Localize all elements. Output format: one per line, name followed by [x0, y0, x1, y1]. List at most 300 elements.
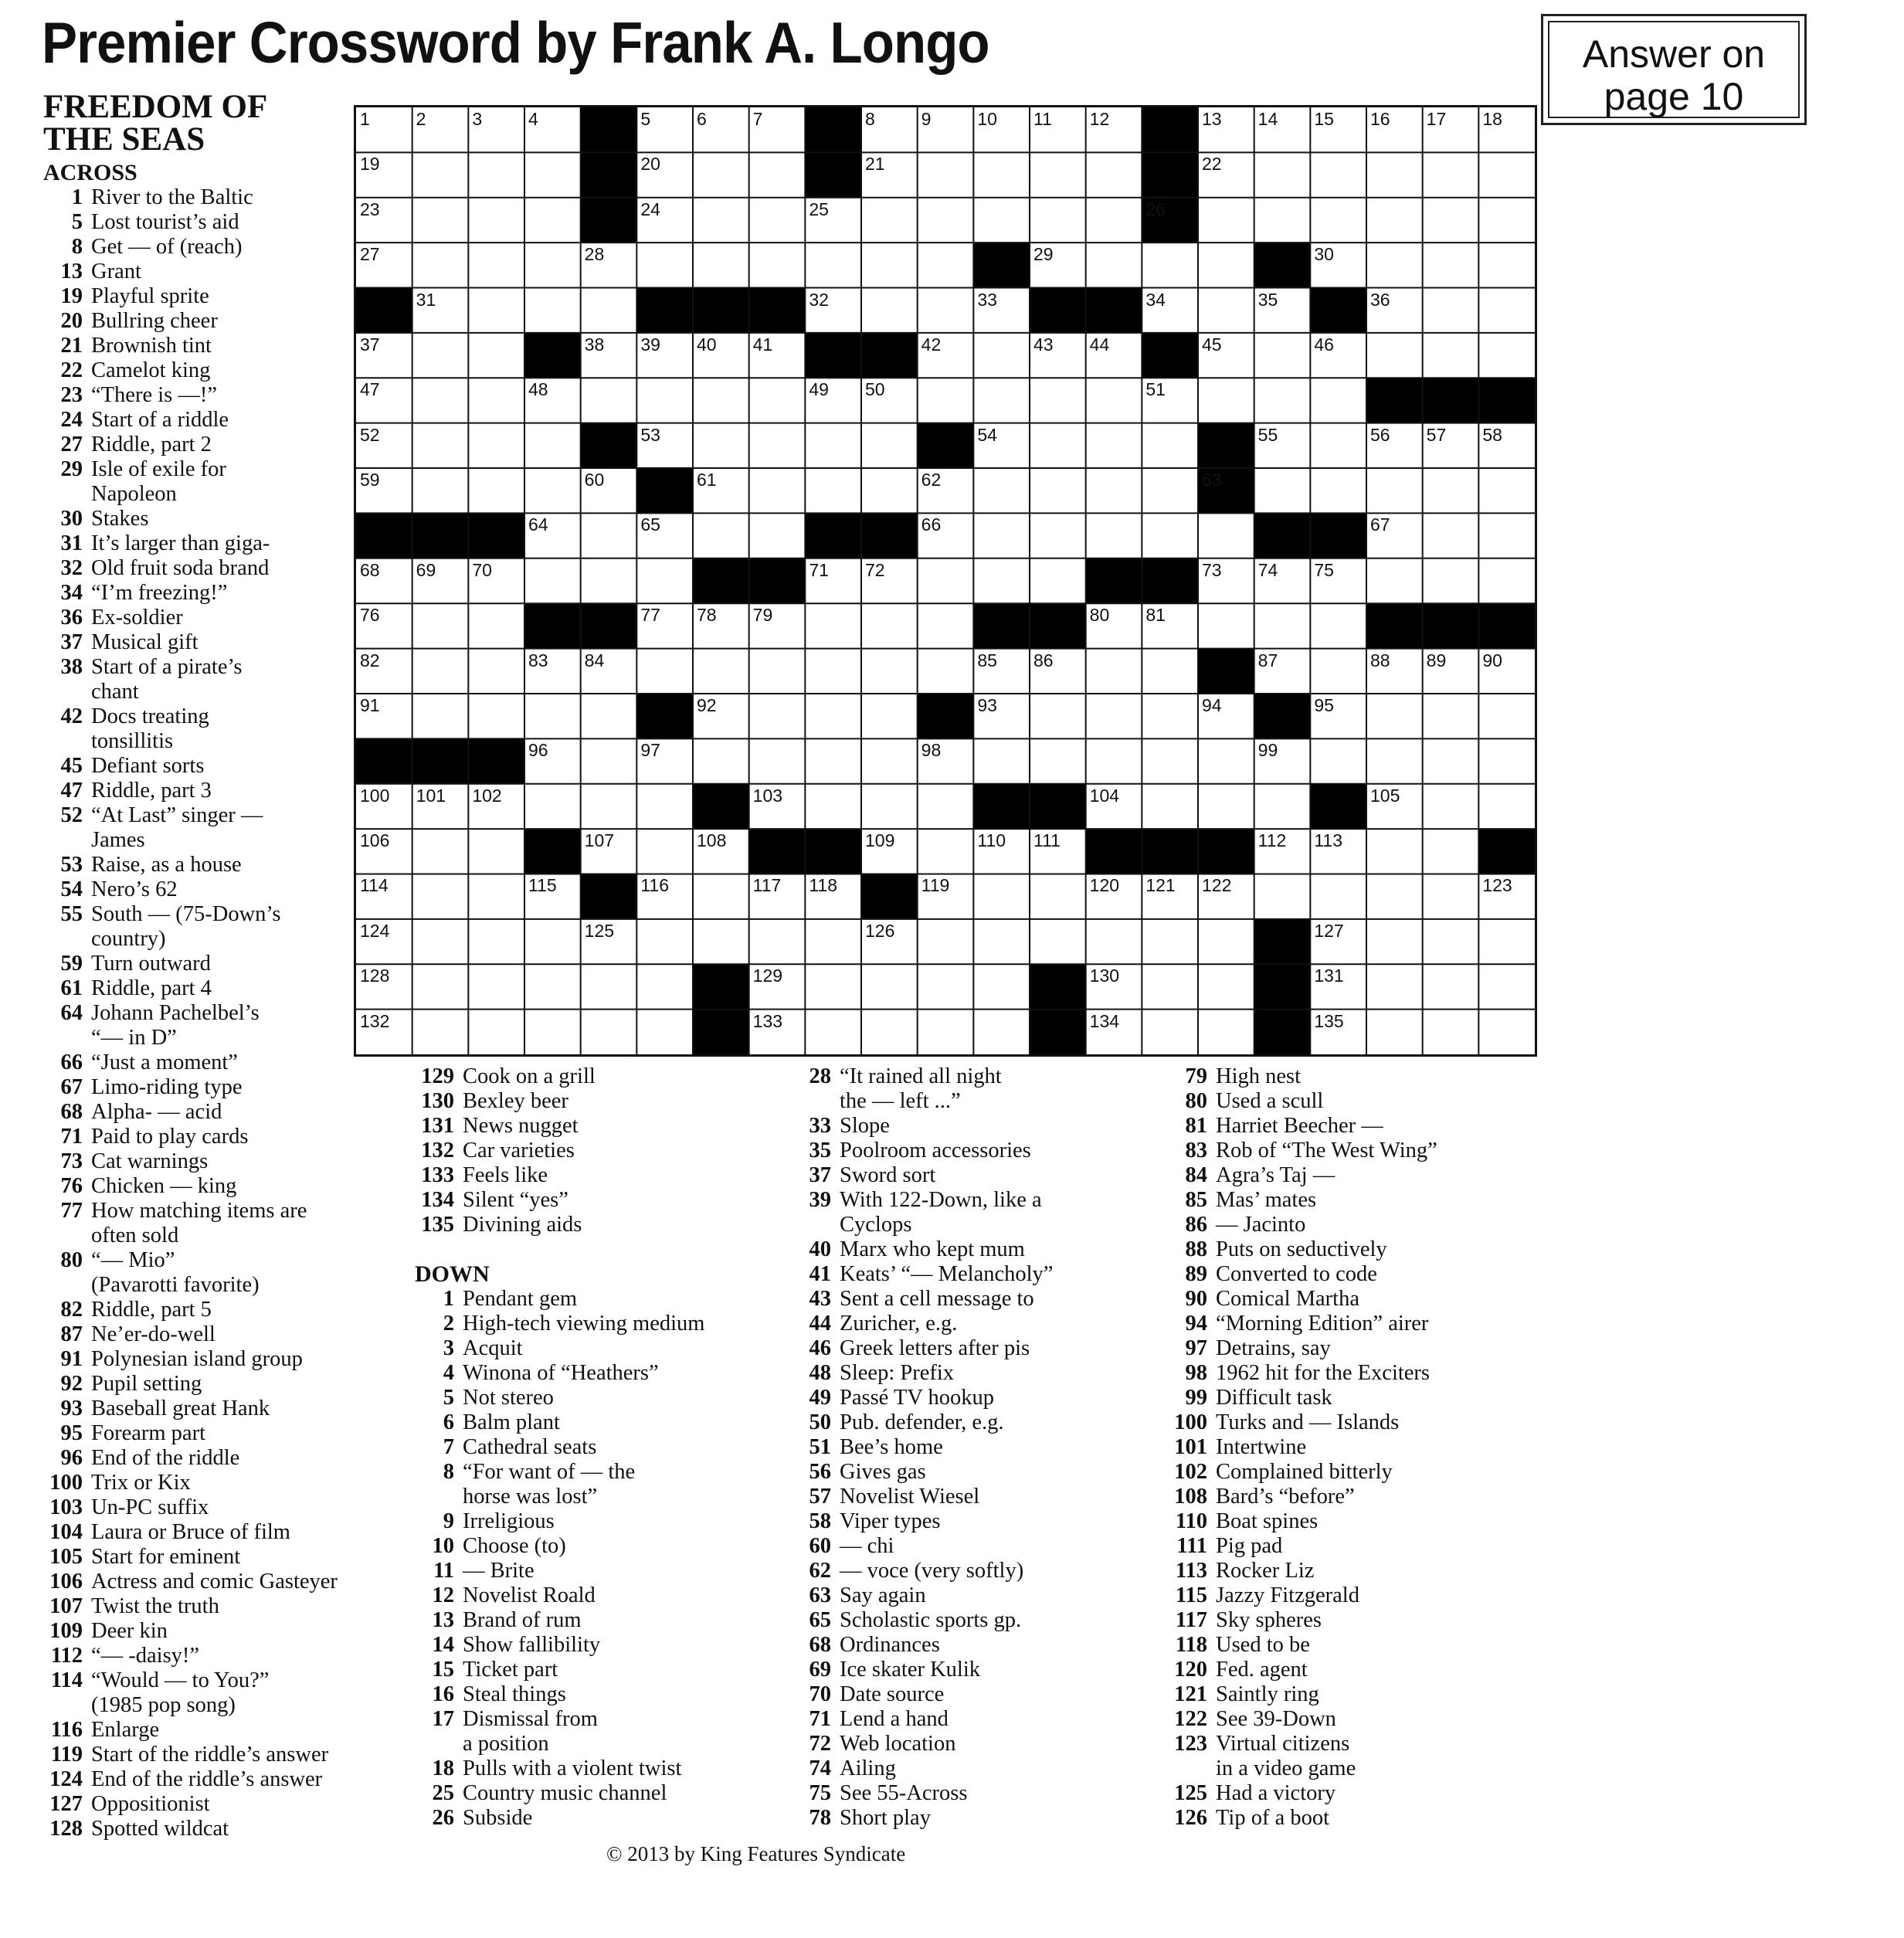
clue-text: Napoleon — [91, 482, 177, 506]
clue-text: Cathedral seats — [463, 1435, 597, 1459]
black-square — [749, 829, 806, 874]
clue-number: 68 — [60, 1100, 83, 1124]
clue-text: Silent “yes” — [463, 1188, 568, 1212]
clue-text: Comical Martha — [1216, 1287, 1359, 1311]
clue-number: 1 — [443, 1287, 454, 1311]
clue-number: 40 — [809, 1237, 831, 1261]
copyright: © 2013 by King Features Syndicate — [606, 1842, 906, 1865]
clue-text: Start of a pirate’s — [91, 655, 243, 679]
clue-text: Ne’er-do-well — [91, 1322, 216, 1346]
cell-number: 58 — [1482, 424, 1502, 445]
clue-text: Pig pad — [1216, 1534, 1283, 1558]
clue-item — [1168, 1806, 1531, 1831]
clue-text: Choose (to) — [463, 1534, 566, 1558]
clue-text: Limo-riding type — [91, 1075, 243, 1099]
cell-number: 84 — [584, 650, 605, 670]
clue-text: Sleep: Prefix — [840, 1361, 955, 1385]
clue-item — [415, 1064, 778, 1089]
clue-item — [43, 1199, 406, 1224]
clue-item — [43, 1322, 406, 1347]
clue-number: 94 — [1185, 1312, 1207, 1336]
clue-item — [792, 1682, 1162, 1707]
clue-text: High-tech viewing medium — [463, 1312, 705, 1336]
black-square — [1366, 378, 1423, 423]
black-square — [973, 603, 1030, 649]
black-square — [524, 829, 581, 874]
black-square — [1254, 919, 1311, 965]
clue-text: Pendant gem — [463, 1287, 578, 1311]
cell-number: 2 — [416, 109, 426, 129]
clue-text: Start of a riddle — [91, 408, 229, 432]
clue-item — [43, 1421, 406, 1446]
black-square — [1478, 378, 1535, 423]
clue-number: 21 — [60, 334, 83, 358]
clue-text: Bullring cheer — [91, 309, 218, 333]
clue-text: See 39-Down — [1216, 1707, 1336, 1731]
clue-item — [792, 1262, 1162, 1287]
clue-item — [792, 1188, 1162, 1213]
clue-text: Boat spines — [1216, 1509, 1319, 1533]
clue-item — [43, 976, 406, 1001]
clue-text: Docs treating — [91, 704, 209, 728]
clue-item — [415, 1806, 778, 1831]
clue-text: in a video game — [1216, 1756, 1356, 1780]
black-square — [805, 107, 861, 153]
clue-number: 77 — [60, 1199, 83, 1223]
clue-number: 45 — [60, 754, 83, 778]
cell-number: 3 — [472, 109, 483, 129]
clue-number: 19 — [60, 284, 83, 308]
cell-number: 94 — [1202, 694, 1222, 715]
cell-number: 110 — [977, 830, 1006, 851]
clues-column-3 — [792, 1064, 1162, 1831]
cell-number: 77 — [640, 605, 660, 626]
clue-item — [1168, 1064, 1531, 1089]
cell-number: 64 — [528, 514, 548, 535]
clue-text: News nugget — [463, 1114, 579, 1138]
clue-text: Musical gift — [91, 630, 199, 654]
black-square — [581, 874, 637, 919]
cell-number: 83 — [528, 650, 548, 670]
black-square — [1086, 288, 1142, 334]
clue-item — [415, 1509, 778, 1534]
clue-item — [415, 1460, 778, 1485]
clue-item — [43, 630, 406, 655]
black-square — [1030, 964, 1086, 1010]
cell-number: 26 — [1145, 199, 1166, 219]
clue-item — [1168, 1732, 1531, 1756]
clue-item — [43, 1149, 406, 1174]
cell-number: 101 — [416, 785, 446, 806]
cell-number: 37 — [360, 334, 380, 355]
black-square — [1254, 964, 1311, 1010]
clue-number: 104 — [49, 1520, 83, 1544]
cell-number: 6 — [697, 109, 707, 129]
clue-text: Not stereo — [463, 1386, 554, 1410]
clue-text: Stakes — [91, 507, 149, 531]
clue-number: 90 — [1185, 1287, 1207, 1311]
clue-text: Marx who kept mum — [840, 1237, 1025, 1261]
cell-number: 100 — [360, 785, 390, 806]
clue-text: Date source — [840, 1682, 945, 1706]
clue-text: South — (75-Down’s — [91, 902, 281, 926]
clue-number: 129 — [421, 1064, 454, 1088]
black-square — [805, 333, 861, 378]
clue-number: 27 — [60, 433, 83, 456]
clue-item — [43, 1767, 406, 1792]
clue-text: Complained bitterly — [1216, 1460, 1393, 1484]
clue-number: 79 — [1185, 1064, 1207, 1088]
clue-number: 59 — [60, 952, 83, 976]
clue-number: 49 — [809, 1386, 831, 1410]
clue-text: Saintly ring — [1216, 1682, 1319, 1706]
clue-item — [792, 1287, 1162, 1312]
clue-number: 63 — [809, 1583, 831, 1607]
cell-number: 107 — [584, 830, 615, 851]
cell-number: 113 — [1314, 830, 1342, 851]
cell-number: 128 — [360, 966, 390, 986]
black-square — [1142, 333, 1198, 378]
clue-item — [1168, 1213, 1531, 1237]
clue-item — [43, 482, 406, 507]
black-square — [468, 738, 524, 784]
clue-text: Bexley beer — [463, 1089, 568, 1113]
clue-item — [1168, 1336, 1531, 1361]
clue-number: 61 — [60, 976, 83, 1000]
cell-number: 29 — [1033, 244, 1054, 265]
clue-text: End of the riddle’s answer — [91, 1767, 323, 1791]
clue-item — [43, 433, 406, 457]
clue-item — [415, 1608, 778, 1633]
clue-item — [1168, 1682, 1531, 1707]
clue-number: 57 — [809, 1485, 831, 1509]
clue-number — [415, 1485, 463, 1509]
cell-number: 55 — [1257, 424, 1278, 445]
clue-item — [415, 1114, 778, 1139]
clue-item — [43, 1075, 406, 1100]
clue-text: (1985 pop song) — [91, 1693, 236, 1717]
clue-number: 87 — [60, 1322, 83, 1346]
clue-text: “I’m freezing!” — [91, 581, 228, 605]
clue-item — [43, 729, 406, 754]
black-square — [1423, 378, 1479, 423]
clue-text: Winona of “Heathers” — [463, 1361, 659, 1385]
down-clue-list-3 — [1168, 1064, 1531, 1831]
black-square — [805, 513, 861, 558]
clue-item — [1168, 1386, 1531, 1410]
clue-item — [1168, 1633, 1531, 1658]
clue-text: Zuricher, e.g. — [840, 1312, 958, 1336]
clue-item — [43, 1372, 406, 1397]
down-heading: DOWN — [415, 1261, 490, 1287]
clue-item — [415, 1732, 778, 1756]
black-square — [1030, 603, 1086, 649]
clue-number: 70 — [809, 1682, 831, 1706]
cell-number: 97 — [640, 740, 660, 761]
clue-text: Cyclops — [840, 1213, 912, 1237]
clue-text: Riddle, part 4 — [91, 976, 212, 1000]
clue-number: 37 — [809, 1163, 831, 1187]
cell-number: 15 — [1314, 109, 1334, 129]
cell-number: 18 — [1482, 109, 1502, 129]
cell-number: 102 — [472, 785, 502, 806]
clue-item — [43, 1174, 406, 1199]
clue-text: Cat warnings — [91, 1149, 209, 1173]
black-square — [636, 288, 693, 334]
clue-number: 96 — [60, 1446, 83, 1470]
cell-number: 46 — [1314, 334, 1334, 355]
clue-item — [43, 408, 406, 433]
clue-text: “— -daisy!” — [91, 1644, 200, 1668]
cell-number: 8 — [865, 109, 875, 129]
clue-text: Lend a hand — [840, 1707, 949, 1731]
cell-number: 123 — [1482, 875, 1512, 896]
clue-item — [43, 1668, 406, 1693]
clue-text: “— in D” — [91, 1026, 177, 1050]
clue-number — [1168, 1756, 1216, 1781]
clue-text: “For want of — the — [463, 1460, 636, 1484]
clue-number: 9 — [443, 1509, 454, 1533]
cell-number: 28 — [584, 244, 605, 265]
clue-text: Laura or Bruce of film — [91, 1520, 290, 1544]
clue-text: country) — [91, 927, 166, 951]
clue-item — [43, 606, 406, 630]
clue-number: 69 — [809, 1658, 831, 1682]
clue-item — [415, 1089, 778, 1114]
clue-item — [43, 1397, 406, 1421]
clue-number: 15 — [432, 1658, 454, 1682]
cell-number: 85 — [977, 650, 997, 670]
clue-item — [43, 1471, 406, 1495]
clue-number — [43, 680, 91, 704]
clue-text: Actress and comic Gasteyer — [91, 1570, 338, 1594]
clue-number: 30 — [60, 507, 83, 531]
clue-text: Web location — [840, 1732, 956, 1756]
clue-text: Agra’s Taj — — [1216, 1163, 1336, 1187]
clue-text: a position — [463, 1732, 549, 1756]
clue-number: 50 — [809, 1410, 831, 1434]
clue-item — [43, 1693, 406, 1718]
clue-number: 72 — [809, 1732, 831, 1756]
cell-number: 91 — [360, 694, 380, 715]
clue-text: Chicken — king — [91, 1174, 237, 1198]
black-square — [412, 513, 469, 558]
clue-text: Ticket part — [463, 1658, 558, 1682]
cell-number: 51 — [1145, 379, 1166, 400]
clue-item — [1168, 1460, 1531, 1485]
clue-item — [415, 1559, 778, 1583]
clue-number: 1 — [71, 185, 83, 209]
clue-item — [792, 1435, 1162, 1460]
clue-number: 114 — [50, 1668, 83, 1692]
clue-text: Defiant sorts — [91, 754, 205, 778]
cell-number: 25 — [809, 199, 829, 219]
clue-item — [415, 1658, 778, 1682]
clue-item — [43, 1298, 406, 1322]
clue-text: horse was lost” — [463, 1485, 598, 1509]
cell-number: 9 — [921, 109, 932, 129]
clue-number: 58 — [809, 1509, 831, 1533]
cell-number: 59 — [360, 470, 380, 490]
clue-number: 24 — [60, 408, 83, 432]
black-square — [693, 558, 749, 604]
clue-number: 25 — [432, 1781, 454, 1805]
cell-number: 80 — [1089, 605, 1110, 626]
clue-number: 91 — [60, 1347, 83, 1371]
clue-number: 37 — [60, 630, 83, 654]
clue-item — [792, 1361, 1162, 1386]
cell-number: 30 — [1314, 244, 1334, 265]
clue-text: — chi — [840, 1534, 894, 1558]
clue-number: 54 — [60, 877, 83, 901]
cell-number: 40 — [697, 334, 717, 355]
clue-item — [43, 531, 406, 556]
clue-number: 86 — [1185, 1213, 1207, 1237]
cell-number: 132 — [360, 1010, 390, 1031]
clue-item — [43, 1570, 406, 1594]
clue-number: 60 — [809, 1534, 831, 1558]
clue-item — [43, 952, 406, 976]
clue-item — [1168, 1237, 1531, 1262]
clue-number: 134 — [421, 1188, 454, 1212]
clue-number: 20 — [60, 309, 83, 333]
clue-text: River to the Baltic — [91, 185, 253, 209]
clue-text: Mas’ mates — [1216, 1188, 1317, 1212]
clue-text: Detrains, say — [1216, 1336, 1331, 1360]
clues-column-4 — [1168, 1064, 1531, 1831]
clue-item — [43, 927, 406, 952]
clue-item — [43, 1792, 406, 1817]
clue-text: Keats’ “— Melancholy” — [840, 1262, 1054, 1286]
clue-number: 26 — [432, 1806, 454, 1830]
clue-text: Puts on seductively — [1216, 1237, 1387, 1261]
clue-item — [43, 1100, 406, 1125]
cell-number: 23 — [360, 199, 380, 219]
clue-text: Passé TV hookup — [840, 1386, 995, 1410]
black-square — [1254, 513, 1311, 558]
clue-number: 80 — [60, 1248, 83, 1272]
cell-number: 109 — [865, 830, 895, 851]
clue-item — [43, 334, 406, 358]
clue-text: Poolroom accessories — [840, 1139, 1031, 1162]
cell-number: 86 — [1033, 650, 1054, 670]
clue-number: 97 — [1185, 1336, 1207, 1360]
black-square — [1198, 829, 1254, 874]
clue-item — [792, 1559, 1162, 1583]
clue-number: 18 — [432, 1756, 454, 1780]
clue-item — [415, 1163, 778, 1188]
cell-number: 108 — [697, 830, 727, 851]
clue-number — [43, 1693, 91, 1718]
clue-item — [415, 1188, 778, 1213]
cell-number: 49 — [809, 379, 829, 400]
black-square — [1142, 152, 1198, 198]
clue-number: 131 — [421, 1114, 454, 1138]
clue-number: 48 — [809, 1361, 831, 1385]
clues-column-2 — [415, 1064, 778, 1831]
clue-item — [415, 1633, 778, 1658]
clue-number: 130 — [421, 1089, 454, 1113]
clue-number: 103 — [49, 1495, 83, 1519]
clue-number: 106 — [49, 1570, 83, 1594]
clue-number: 35 — [809, 1139, 831, 1162]
cell-number: 126 — [865, 920, 895, 941]
grid-lines — [356, 107, 1535, 1054]
black-square — [693, 1010, 749, 1054]
cell-number: 130 — [1089, 966, 1120, 986]
clue-number: 74 — [809, 1756, 831, 1780]
clue-item — [792, 1139, 1162, 1163]
clue-number: 76 — [60, 1174, 83, 1198]
clue-item — [415, 1435, 778, 1460]
black-square — [1254, 1010, 1311, 1054]
cell-number: 50 — [865, 379, 885, 400]
cell-number: 69 — [416, 559, 436, 580]
cell-number: 96 — [528, 740, 548, 761]
clue-item — [43, 1050, 406, 1075]
clue-item — [43, 1001, 406, 1026]
clue-number: 39 — [809, 1188, 831, 1212]
black-square — [1198, 649, 1254, 694]
clue-item — [415, 1287, 778, 1312]
clue-number: 4 — [443, 1361, 454, 1385]
clue-number: 67 — [60, 1075, 83, 1099]
clue-number: 68 — [809, 1633, 831, 1657]
crossword-grid[interactable] — [354, 105, 1537, 1057]
clue-item — [43, 1520, 406, 1545]
clue-number: 38 — [60, 655, 83, 679]
clue-number: 127 — [49, 1792, 83, 1816]
black-square — [693, 288, 749, 334]
clue-text: Used a scull — [1216, 1089, 1324, 1113]
cell-number: 33 — [977, 289, 997, 310]
clue-item — [43, 853, 406, 877]
black-square — [1086, 558, 1142, 604]
clue-item — [1168, 1410, 1531, 1435]
cell-number: 22 — [1202, 154, 1222, 175]
clue-text: Johann Pachelbel’s — [91, 1001, 260, 1025]
clue-text: Short play — [840, 1806, 931, 1830]
clue-number: 80 — [1185, 1089, 1207, 1113]
cell-number: 35 — [1257, 289, 1278, 310]
clue-text: the — left ...” — [840, 1089, 961, 1113]
clue-item — [43, 680, 406, 704]
cell-number: 4 — [528, 109, 538, 129]
clue-number: 82 — [60, 1298, 83, 1322]
cell-number: 48 — [528, 379, 548, 400]
clue-text: Oppositionist — [91, 1792, 210, 1816]
clue-item — [792, 1064, 1162, 1089]
clue-item — [1168, 1139, 1531, 1163]
clue-text: End of the riddle — [91, 1446, 240, 1470]
clue-text: James — [91, 828, 145, 852]
black-square — [1086, 829, 1142, 874]
clue-item — [792, 1756, 1162, 1781]
clue-item — [415, 1534, 778, 1559]
clue-text: Ex-soldier — [91, 606, 183, 630]
clue-number: 92 — [60, 1372, 83, 1396]
clue-item — [1168, 1509, 1531, 1534]
clue-number: 83 — [1185, 1139, 1207, 1162]
clue-item — [792, 1312, 1162, 1336]
clue-item — [1168, 1756, 1531, 1781]
clue-text: Steal things — [463, 1682, 566, 1706]
cell-number: 10 — [977, 109, 997, 129]
clue-item — [43, 185, 406, 210]
clue-text: Virtual citizens — [1216, 1732, 1350, 1756]
cell-number: 14 — [1257, 109, 1278, 129]
clue-item — [1168, 1163, 1531, 1188]
